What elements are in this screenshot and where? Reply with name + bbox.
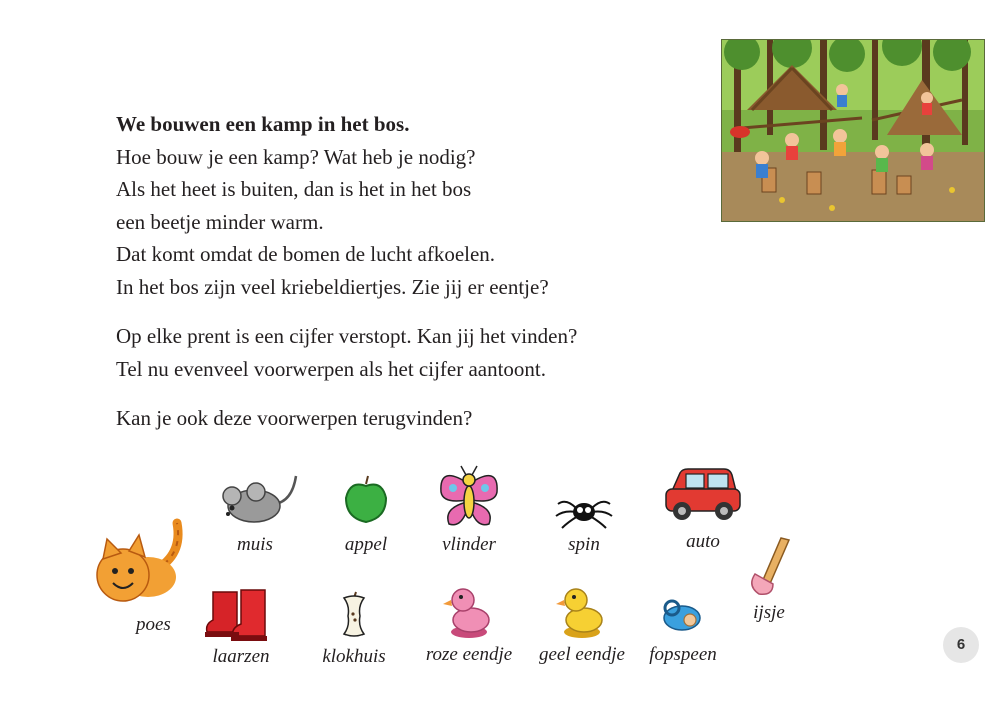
item-appel	[311, 470, 421, 556]
item-label-ijsje: ijsje	[753, 602, 785, 623]
item-laarzen	[186, 588, 296, 668]
item-label-appel: appel	[344, 534, 388, 555]
item-klokhuis	[299, 590, 409, 668]
forest-camp-illustration	[721, 39, 985, 222]
cat-icon	[93, 515, 193, 615]
mouse-icon	[210, 468, 300, 530]
apple-core-icon	[334, 590, 374, 642]
spider-icon	[554, 490, 614, 530]
item-label-auto: auto	[686, 531, 720, 552]
ice-cream-icon	[739, 534, 799, 598]
story-line: Op elke prent is een cijfer verstopt. Kan jij het vinden?	[116, 324, 578, 348]
apple-icon	[336, 470, 396, 530]
item-label-klokhuis: klokhuis	[322, 646, 386, 667]
item-geel-eendje	[527, 584, 637, 666]
item-poes	[88, 515, 198, 615]
item-label-poes: poes	[136, 614, 171, 635]
story-paragraph-1	[116, 108, 696, 303]
item-label-roze-eendje: roze eendje	[425, 644, 513, 665]
butterfly-icon	[433, 464, 505, 530]
story-question	[116, 402, 696, 435]
story-line: Tel nu evenveel voorwerpen als het cijfer aantoont.	[116, 356, 547, 381]
item-label-geel-eendje: geel eendje	[539, 644, 625, 665]
boots-icon	[201, 588, 281, 642]
item-label-muis: muis	[237, 534, 273, 555]
item-muis	[200, 468, 310, 556]
car-icon	[662, 465, 744, 527]
story-line: een beetje minder warm.	[116, 209, 324, 234]
story-title: We bouwen een kamp in het bos.	[116, 112, 410, 136]
item-roze-eendje	[414, 584, 524, 666]
yellow-duck-icon	[554, 584, 610, 640]
pink-duck-icon	[441, 584, 497, 640]
item-label-fopspeen: fopspeen	[649, 644, 717, 665]
item-label-vlinder: vlinder	[442, 534, 496, 555]
story-line: Als het heet is buiten, dan is het in het bos	[116, 177, 472, 201]
item-fopspeen	[628, 592, 738, 666]
story-text	[116, 108, 696, 452]
story-line: Dat komt omdat de bomen de lucht afkoelen.	[116, 242, 496, 266]
item-spin	[529, 490, 639, 556]
story-line: Hoe bouw je een kamp? Wat heb je nodig?	[116, 144, 476, 169]
story-line: In het bos zijn veel kriebeldiertjes. Zie jij er eentje?	[116, 274, 549, 299]
item-vlinder	[414, 464, 524, 556]
item-label-spin: spin	[568, 534, 600, 555]
story-line: Kan je ook deze voorwerpen terugvinden?	[116, 406, 473, 430]
story-paragraph-2	[116, 320, 696, 385]
pacifier-icon	[658, 592, 708, 640]
forest-scene-icon	[722, 40, 984, 221]
item-label-laarzen: laarzen	[212, 646, 270, 667]
page-number-badge: 6	[943, 627, 979, 663]
